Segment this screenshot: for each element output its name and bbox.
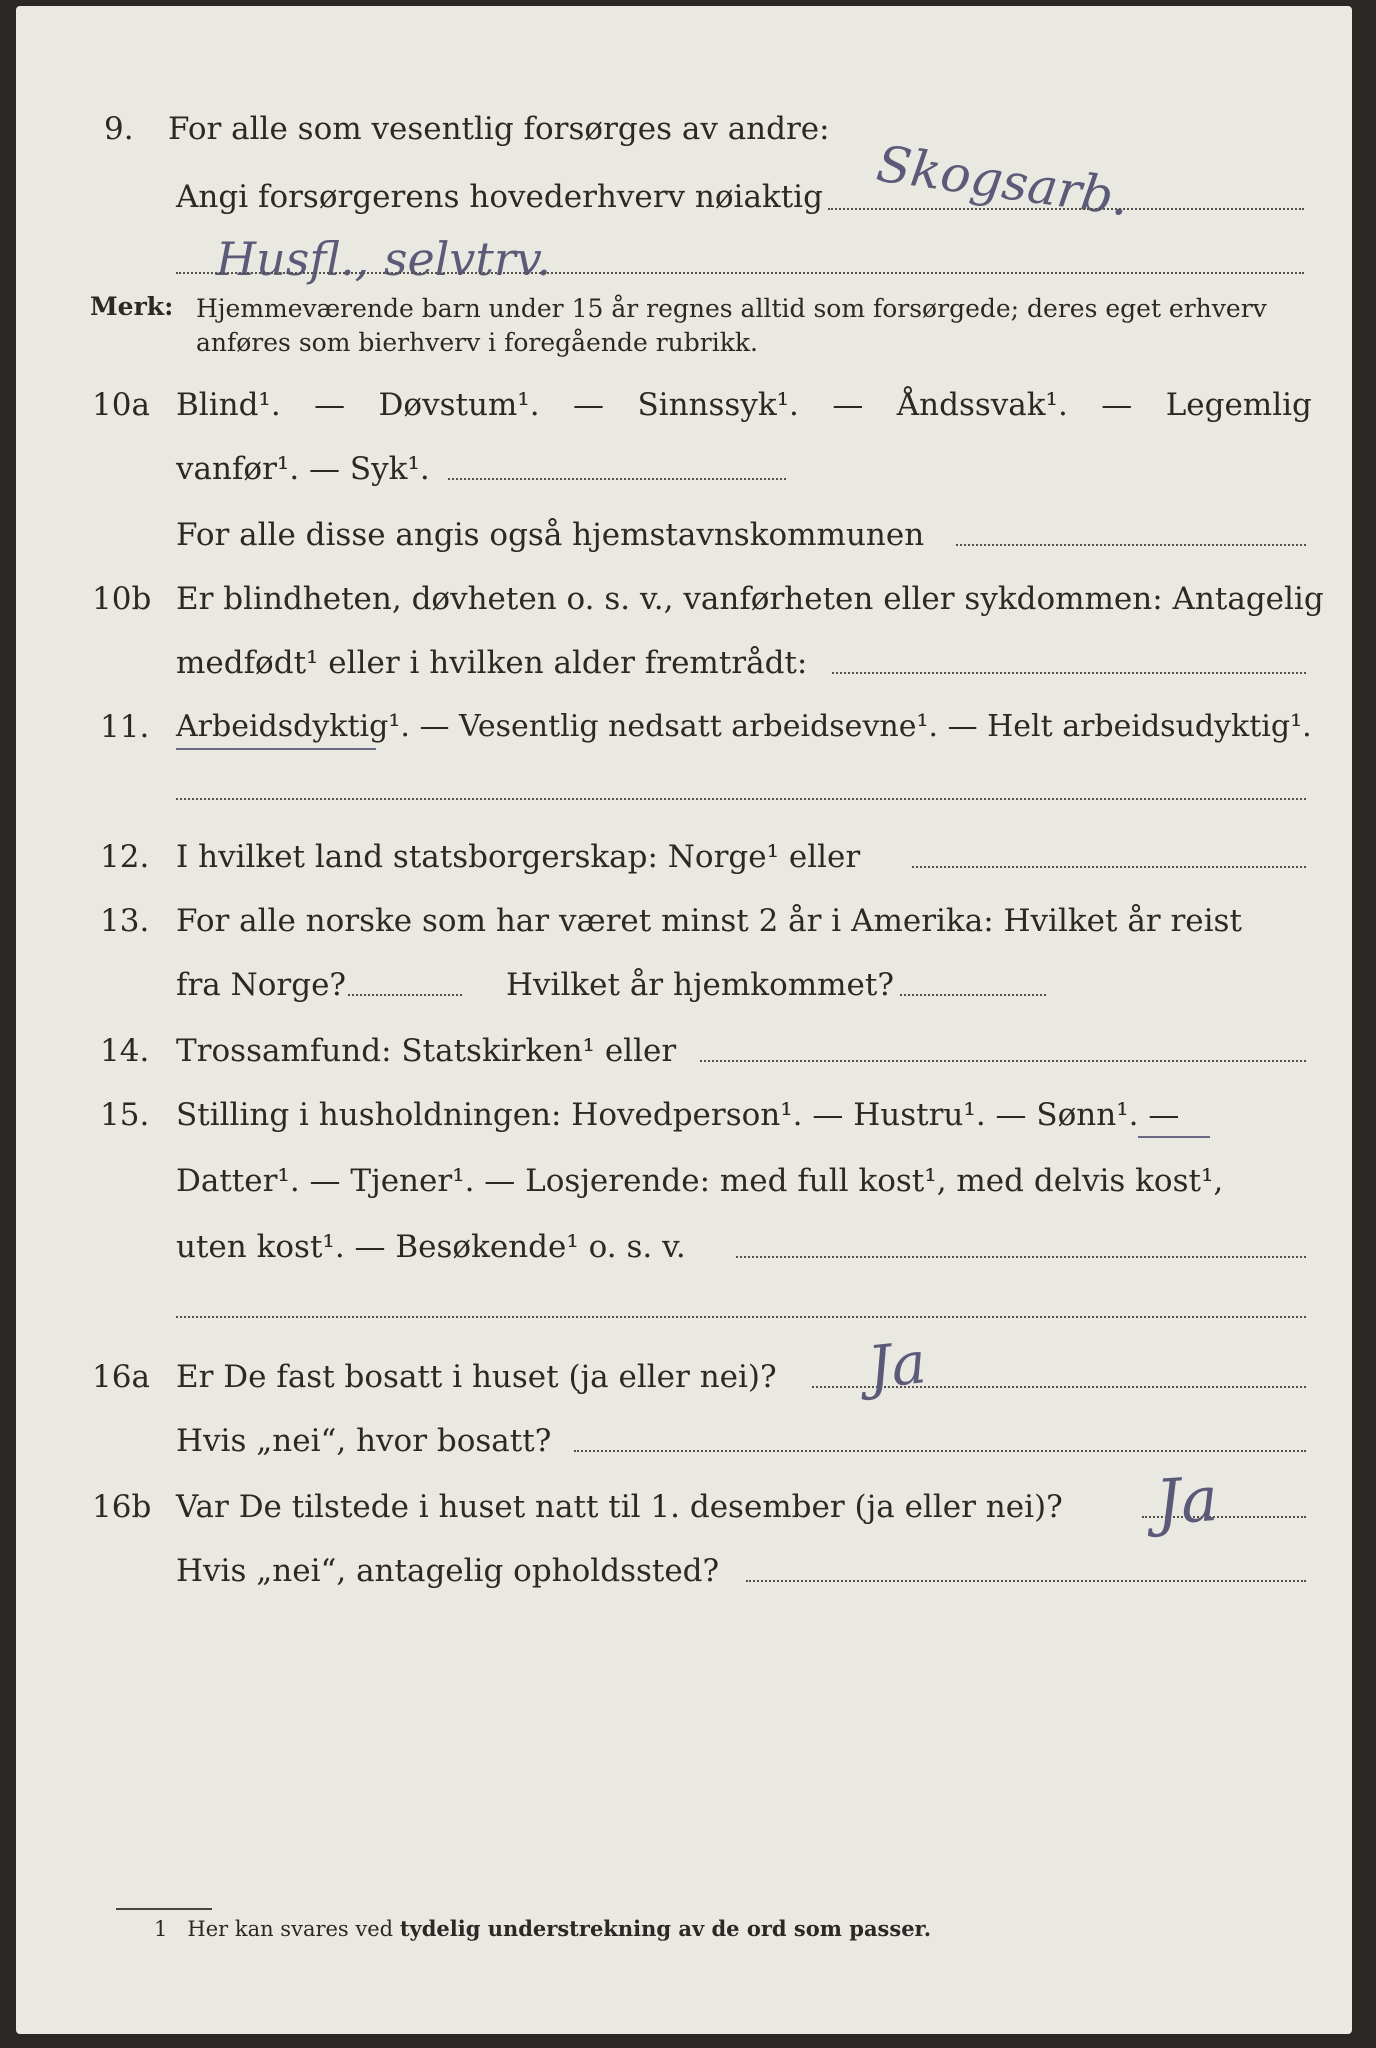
q15-handwritten-underline xyxy=(1138,1136,1210,1138)
q13-line2b: Hvilket år hjemkommet? xyxy=(506,967,894,1003)
q15-line3: uten kost¹. — Besøkende¹ o. s. v. xyxy=(176,1229,686,1265)
q10b-line2: medfødt¹ eller i hvilken alder fremtrådt: xyxy=(176,645,808,681)
q9-answer-line2 xyxy=(176,272,1304,274)
q16b-opholdssted-line xyxy=(746,1580,1306,1582)
q12-answer-line xyxy=(912,866,1306,868)
q10a-answer-line xyxy=(448,478,786,480)
census-form-page xyxy=(16,6,1352,2034)
footnote-rule xyxy=(116,1908,212,1910)
option-andssvak: Åndssvak¹. xyxy=(896,387,1068,423)
merk-label: Merk: xyxy=(90,292,174,321)
q16a-number: 16a xyxy=(92,1359,150,1395)
q9-line1: For alle som vesentlig forsørges av andre: xyxy=(168,111,830,147)
q13-line2a: fra Norge? xyxy=(176,967,347,1003)
footnote-text: Her kan svares ved xyxy=(187,1917,394,1941)
footnote-text-bold: tydelig understrekning av de ord som passer. xyxy=(399,1916,932,1941)
q16a-line2: Hvis „nei“, hvor bosatt? xyxy=(176,1423,552,1459)
merk-line2: anføres som bierhverv i foregående rubrikk. xyxy=(196,328,758,357)
q16a-line1: Er De fast bosatt i huset (ja eller nei)? xyxy=(176,1359,777,1395)
q10a-line2: vanfør¹. — Syk¹. xyxy=(176,451,430,487)
q13-hjemkommet-line xyxy=(900,994,1046,996)
dash: — xyxy=(1101,387,1133,423)
q12-number: 12. xyxy=(100,839,150,875)
q10b-line1 xyxy=(176,581,1324,617)
q10b-text: Er blindheten, døvheten o. s. v., vanførheten eller sykdommen: Antagelig xyxy=(176,581,1324,617)
q11-handwritten-underline xyxy=(176,748,376,750)
option-blind: Blind¹. xyxy=(176,387,281,423)
option-sinnssyk: Sinnssyk¹. xyxy=(637,387,799,423)
q14-number: 14. xyxy=(100,1033,150,1069)
q10a-line3: For alle disse angis også hjemstavnskommunen xyxy=(176,517,925,553)
option-dovstum: Døvstum¹. xyxy=(378,387,540,423)
q16b-number: 16b xyxy=(92,1489,152,1525)
q15-line2: Datter¹. — Tjener¹. — Losjerende: med full kost¹, med delvis kost¹, xyxy=(176,1163,1224,1199)
q13-number: 13. xyxy=(100,903,150,939)
q10b-answer-line xyxy=(832,672,1306,674)
q15-extra-line xyxy=(176,1316,1306,1318)
q11-number: 11. xyxy=(100,709,150,745)
q15-line1: Stilling i husholdningen: Hovedperson¹. — Hustru¹. — Sønn¹. — xyxy=(176,1097,1180,1133)
dash: — xyxy=(573,387,605,423)
merk-line1: Hjemmeværende barn under 15 år regnes alltid som forsørgede; deres eget erhverv xyxy=(196,294,1267,323)
q10b-number: 10b xyxy=(92,581,152,617)
q13-reist-line xyxy=(348,994,462,996)
q12-line1: I hvilket land statsborgerskap: Norge¹ eller xyxy=(176,839,861,875)
q9-handwritten-answer2: Husfl., selvtrv. xyxy=(216,232,552,286)
option-legemlig: Legemlig xyxy=(1165,387,1312,423)
q9-handwritten-answer1: Skogsarb. xyxy=(873,134,1133,228)
q16a-handwritten-answer: Ja xyxy=(864,1328,930,1402)
q13-line1: For alle norske som har været minst 2 år i Amerika: Hvilket år reist xyxy=(176,903,1242,939)
q16b-line1: Var De tilstede i huset natt til 1. desember (ja eller nei)? xyxy=(176,1489,1063,1525)
dash: — xyxy=(314,387,346,423)
footnote xyxy=(154,1918,931,1940)
q9-line2: Angi forsørgerens hovederhverv nøiaktig xyxy=(176,179,823,215)
q10a-hjemstavn-line xyxy=(956,544,1306,546)
q16b-handwritten-answer: Ja xyxy=(1153,1461,1221,1540)
q15-answer-line xyxy=(736,1256,1306,1258)
q16a-bosatt-line xyxy=(574,1450,1306,1452)
q10a-number: 10a xyxy=(92,387,150,423)
q14-answer-line xyxy=(700,1060,1306,1062)
q10a-line1 xyxy=(176,387,1312,423)
q11-line1: Arbeidsdyktig¹. — Vesentlig nedsatt arbeidsevne¹. — Helt arbeidsudyktig¹. xyxy=(176,709,1312,744)
q9-number: 9. xyxy=(104,111,134,147)
q14-line1: Trossamfund: Statskirken¹ eller xyxy=(176,1033,677,1069)
dash: — xyxy=(832,387,864,423)
q16b-line2: Hvis „nei“, antagelig opholdssted? xyxy=(176,1553,720,1589)
q11-answer-line xyxy=(176,798,1306,800)
q9-answer-line1 xyxy=(828,208,1304,210)
q15-number: 15. xyxy=(100,1097,150,1133)
footnote-mark: 1 xyxy=(154,1917,168,1941)
